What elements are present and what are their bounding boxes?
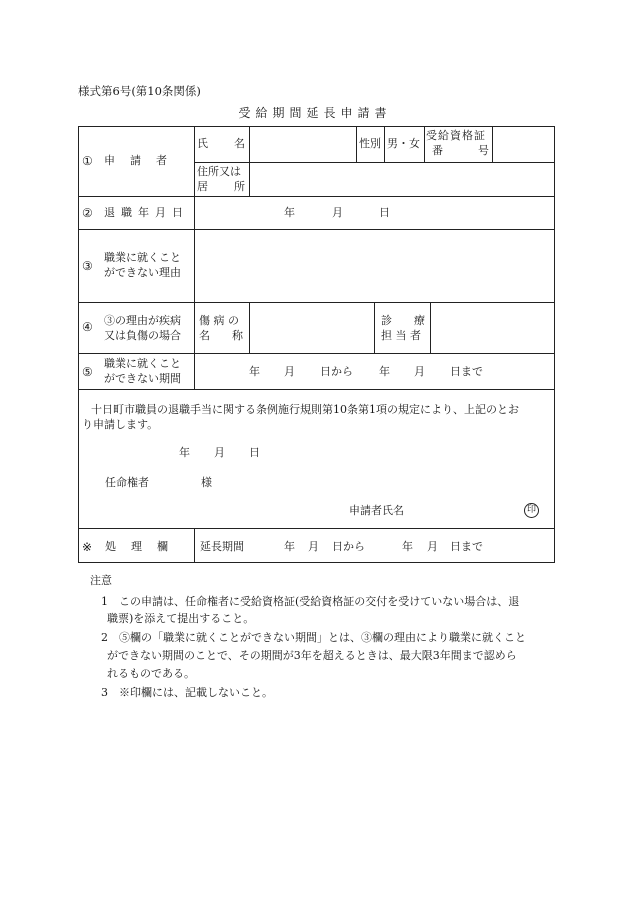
reason-label-2: ができない理由 — [104, 266, 181, 279]
disease-name-field[interactable] — [251, 304, 372, 352]
rule-v-name-label — [249, 126, 250, 196]
rule-h-row3 — [78, 302, 555, 303]
name-field[interactable] — [251, 128, 354, 160]
rule-v-cert-label — [424, 126, 425, 162]
extension-to-day: 日まで — [450, 540, 483, 553]
notes-heading: 注意 — [90, 574, 112, 587]
address-label-2b: 所 — [234, 180, 245, 193]
rule-v-label — [194, 126, 195, 389]
form-number: 様式第6号(第10条関係) — [78, 84, 201, 98]
application-month[interactable]: 月 — [214, 446, 225, 459]
rule-h-row4 — [78, 353, 555, 354]
address-label-1: 住所又は — [197, 165, 241, 178]
form-title: 受給期間延長申請書 — [238, 106, 392, 120]
extension-from-month: 月 — [308, 540, 319, 553]
application-day[interactable]: 日 — [249, 446, 260, 459]
cert-number-field[interactable] — [494, 128, 553, 160]
disease-name-label-1: 傷 病 の — [199, 314, 239, 327]
period-to-year[interactable]: 年 — [379, 365, 390, 378]
period-to-day[interactable]: 日まで — [450, 365, 483, 378]
address-field[interactable] — [251, 164, 553, 195]
rule-h-statement — [78, 528, 555, 529]
row4-number: ④ — [82, 320, 93, 334]
period-from-month[interactable]: 月 — [284, 365, 295, 378]
row5-number: ⑤ — [82, 365, 93, 379]
extension-from-year: 年 — [284, 540, 295, 553]
applicant-label: 申 請 者 — [104, 154, 169, 167]
sex-options[interactable]: 男・女 — [387, 137, 420, 150]
application-year[interactable]: 年 — [179, 446, 190, 459]
illness-label-2: 又は負傷の場合 — [104, 329, 181, 342]
period-from-day[interactable]: 日から — [320, 365, 353, 378]
appointer-label: 任命権者 — [105, 476, 149, 489]
rule-v-disease-value — [374, 302, 375, 353]
note-2-number: 2 — [101, 631, 108, 644]
note-2-line-3: れるものである。 — [107, 667, 195, 680]
note-1-line-2: 職票)を添えて提出すること。 — [107, 612, 255, 625]
extension-to-month: 月 — [427, 540, 438, 553]
illness-label-1: ③の理由が疾病 — [104, 314, 181, 327]
rule-v-doctor-label — [430, 302, 431, 353]
cert-label-1: 受給資格証 — [426, 129, 486, 142]
rule-h-row2 — [78, 229, 555, 230]
period-from-year[interactable]: 年 — [249, 365, 260, 378]
rule-v-disease-label — [249, 302, 250, 353]
period-to-month[interactable]: 月 — [414, 365, 425, 378]
extension-from-day: 日から — [332, 540, 365, 553]
rule-v-processing — [194, 528, 195, 563]
period-label-2: ができない期間 — [104, 372, 181, 385]
name-label-a: 氏 — [197, 137, 208, 150]
address-label-2a: 居 — [197, 180, 208, 193]
disease-name-label-2a: 名 — [199, 329, 210, 342]
statement-line-1: 十日町市職員の退職手当に関する条例施行規則第10条第1項の規定により、上記のとお — [91, 403, 519, 416]
cert-label-2b: 号 — [478, 144, 489, 157]
retirement-year[interactable]: 年 — [284, 206, 295, 219]
rule-h-row1 — [78, 196, 555, 197]
extension-period-label: 延長期間 — [200, 540, 244, 553]
appointer-honorific: 様 — [201, 476, 212, 489]
rule-h-row5 — [78, 389, 555, 390]
note-2-line-2: ができない期間のことで、その期間が3年を超えるときは、最大限3年間まで認めら — [107, 649, 517, 662]
note-3-line-1: ※印欄には、記載しないこと。 — [119, 686, 273, 699]
retirement-month[interactable]: 月 — [332, 206, 343, 219]
statement-line-2: り申請します。 — [82, 418, 159, 431]
cert-label-2a: 番 — [432, 144, 443, 157]
row2-number: ② — [82, 206, 93, 220]
note-2-line-1: ⑤欄の「職業に就くことができない期間」とは、③欄の理由により職業に就くこと — [119, 631, 526, 644]
reason-label-1: 職業に就くこと — [104, 251, 181, 264]
processing-label: 処 理 欄 — [105, 540, 170, 553]
note-1-line-1: この申請は、任命権者に受給資格証(受給資格証の交付を受けていない場合は、退 — [119, 595, 520, 608]
doctor-label-2: 担 当 者 — [381, 329, 421, 342]
reason-field[interactable] — [196, 231, 553, 301]
period-label-1: 職業に就くこと — [104, 357, 181, 370]
retirement-date-label: 退職年月日 — [104, 206, 189, 219]
rule-v-sex-label — [356, 126, 357, 162]
doctor-label-1a: 診 — [381, 314, 392, 327]
disease-name-label-2b: 称 — [232, 329, 243, 342]
sex-label: 性別 — [359, 137, 381, 150]
rule-v-cert-value — [492, 126, 493, 162]
name-label-b: 名 — [234, 137, 245, 150]
note-3-number: 3 — [101, 686, 108, 699]
doctor-field[interactable] — [432, 304, 553, 352]
rule-v-sex-options — [384, 126, 385, 162]
row3-number: ③ — [82, 259, 93, 273]
retirement-day[interactable]: 日 — [379, 206, 390, 219]
extension-to-year: 年 — [402, 540, 413, 553]
row1-number: ① — [82, 154, 93, 168]
processing-mark: ※ — [82, 540, 93, 554]
seal-mark: 印 — [524, 503, 539, 518]
note-1-number: 1 — [101, 595, 108, 608]
applicant-name-label: 申請者氏名 — [349, 504, 404, 517]
doctor-label-1b: 療 — [414, 314, 425, 327]
